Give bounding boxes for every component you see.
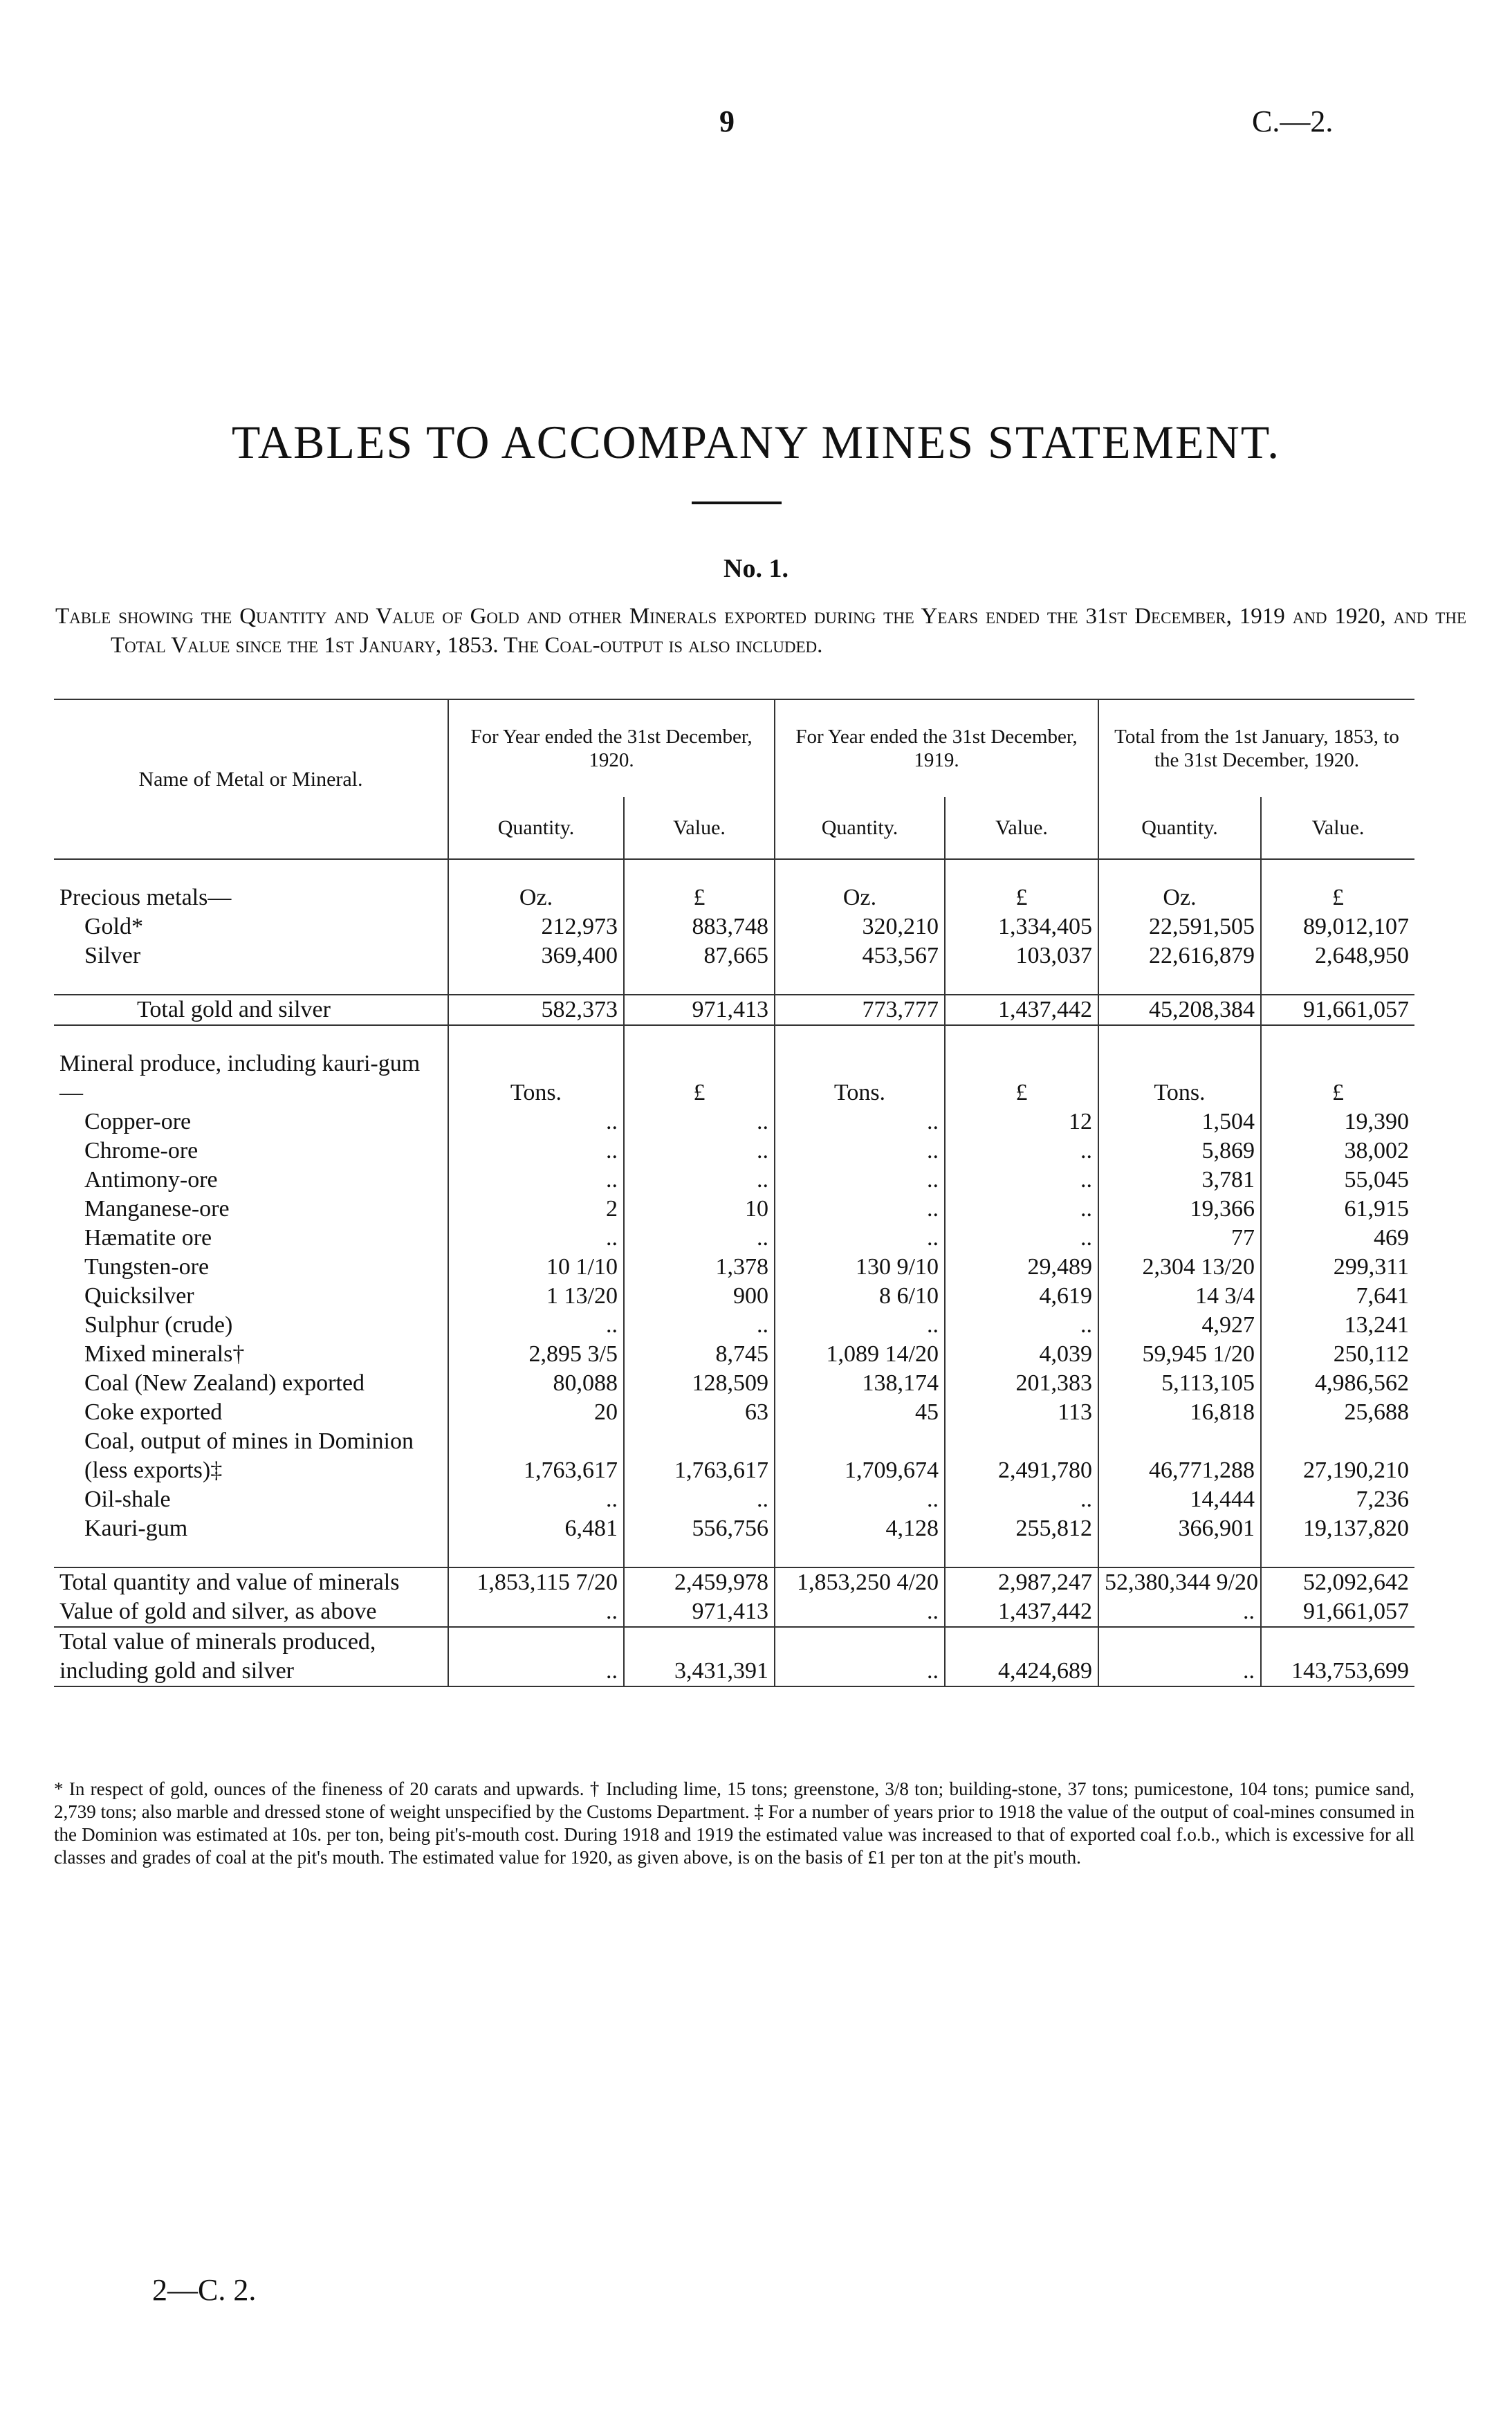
row-label: Kauri-gum <box>84 1516 188 1541</box>
table-cell: Oz. <box>1098 883 1261 912</box>
table-cell: 19,366 <box>1098 1195 1261 1224</box>
spacer-cell <box>448 971 624 995</box>
column-header-quantity: Quantity. <box>775 797 945 859</box>
column-header-value: Value. <box>624 797 775 859</box>
table-cell: 4,927 <box>1098 1311 1261 1340</box>
table-caption: Table showing the Quantity and Value of Gold and other Minerals exported during the Years ended the 31st December, 1919 and 1920, and the Total Value since the 1st January, 1853. The Coal-output is also included. <box>55 604 1466 658</box>
table-row <box>54 1107 1414 1137</box>
table-cell: 582,373 <box>448 995 624 1025</box>
table-cell: 971,413 <box>624 995 775 1025</box>
row-label: Mineral produce, including kauri-gum— <box>59 1051 421 1105</box>
table-cell: 1,763,617 <box>624 1427 775 1485</box>
table-cell: 5,869 <box>1098 1137 1261 1166</box>
table-cell: 20 <box>448 1398 624 1427</box>
spacer-cell <box>1261 971 1414 995</box>
total-row <box>54 1627 1414 1686</box>
spacer-cell <box>775 1025 945 1049</box>
row-label: Mixed minerals† <box>84 1341 245 1367</box>
table-cell: 1,763,617 <box>448 1427 624 1485</box>
table-cell: 1,334,405 <box>945 912 1098 941</box>
table-cell: 38,002 <box>1261 1137 1414 1166</box>
table-row <box>54 941 1414 971</box>
table-cell: .. <box>945 1137 1098 1166</box>
table-cell: 469 <box>1261 1224 1414 1253</box>
row-label: Manganese-ore <box>84 1196 230 1222</box>
table-cell: 138,174 <box>775 1369 945 1398</box>
table-cell: 2,648,950 <box>1261 941 1414 971</box>
table-cell: .. <box>1098 1597 1261 1627</box>
table-cell: .. <box>775 1107 945 1137</box>
table-cell: 128,509 <box>624 1369 775 1398</box>
table-spacer <box>54 971 1414 995</box>
table-cell: £ <box>624 1049 775 1107</box>
minerals-table-container <box>54 699 1414 1687</box>
column-header-value: Value. <box>945 797 1098 859</box>
table-row <box>54 1224 1414 1253</box>
table-cell: 556,756 <box>624 1514 775 1543</box>
table-row <box>54 1137 1414 1166</box>
spacer-cell <box>1098 971 1261 995</box>
table-cell: 212,973 <box>448 912 624 941</box>
table-cell: 63 <box>624 1398 775 1427</box>
table-cell: 113 <box>945 1398 1098 1427</box>
spacer-cell <box>624 859 775 883</box>
table-cell: .. <box>624 1311 775 1340</box>
spacer-cell <box>1261 859 1414 883</box>
table-cell: 366,901 <box>1098 1514 1261 1543</box>
table-cell: 255,812 <box>945 1514 1098 1543</box>
table-cell: Tons. <box>1098 1049 1261 1107</box>
table-cell: .. <box>945 1311 1098 1340</box>
row-label: Total quantity and value of minerals <box>59 1570 400 1595</box>
table-cell: Tons. <box>448 1049 624 1107</box>
table-cell: £ <box>624 883 775 912</box>
section-heading-row <box>54 1049 1414 1107</box>
footnote-text: * In respect of gold, ounces of the fineness of 20 carats and upwards. † Including lime, 15 tons; greenstone, 3/8 ton; building-stone, 37 tons; pumicestone, 104 tons; pumice sand, 2,739 tons; also marble and dressed stone of weight unspecified by the Customs Department. ‡ For a number of years prior to 1918 the value of the output of coal-mines consumed in the Dominion was estimated at 10s. per ton, being pit's-mouth cost. During 1918 and 1919 the estimated value was increased to that of exported coal f.o.b., which is excessive for all classes and grades of coal at the pit's mouth. The estimated value for 1920, as given above, is on the basis of £1 per ton at the pit's mouth. <box>54 1778 1414 1868</box>
table-cell: 52,092,642 <box>1261 1567 1414 1597</box>
table-cell: .. <box>945 1195 1098 1224</box>
table-cell: 7,641 <box>1261 1282 1414 1311</box>
row-label: Oil-shale <box>84 1487 171 1512</box>
table-cell: .. <box>624 1107 775 1137</box>
row-label: Chrome-ore <box>84 1138 199 1163</box>
table-row <box>54 1485 1414 1514</box>
table-cell: 19,390 <box>1261 1107 1414 1137</box>
table-cell: 80,088 <box>448 1369 624 1398</box>
table-cell: 61,915 <box>1261 1195 1414 1224</box>
table-cell: 1 13/20 <box>448 1282 624 1311</box>
table-row <box>54 1253 1414 1282</box>
table-cell: 4,039 <box>945 1340 1098 1369</box>
table-cell: 773,777 <box>775 995 945 1025</box>
spacer-cell <box>1261 1543 1414 1567</box>
row-label: Hæmatite ore <box>84 1225 212 1251</box>
table-cell: 4,986,562 <box>1261 1369 1414 1398</box>
spacer-cell <box>448 859 624 883</box>
spacer-cell <box>945 859 1098 883</box>
spacer-cell <box>624 1543 775 1567</box>
table-row <box>54 1282 1414 1311</box>
table-cell: .. <box>775 1485 945 1514</box>
table-cell: .. <box>624 1224 775 1253</box>
table-cell: 971,413 <box>624 1597 775 1627</box>
column-group-1920: For Year ended the 31st December, 1920. <box>448 699 775 797</box>
table-cell: 4,424,689 <box>945 1627 1098 1686</box>
table-cell: 46,771,288 <box>1098 1427 1261 1485</box>
table-cell: .. <box>945 1485 1098 1514</box>
table-cell: 900 <box>624 1282 775 1311</box>
table-spacer <box>54 1543 1414 1567</box>
table-cell: 8 6/10 <box>775 1282 945 1311</box>
table-cell: 1,437,442 <box>945 995 1098 1025</box>
table-cell: .. <box>448 1597 624 1627</box>
table-cell: 3,431,391 <box>624 1627 775 1686</box>
table-cell: 2 <box>448 1195 624 1224</box>
section-heading-row <box>54 883 1414 912</box>
page-title: TABLES TO ACCOMPANY MINES STATEMENT. <box>231 416 1281 468</box>
table-cell: 87,665 <box>624 941 775 971</box>
table-cell: .. <box>624 1166 775 1195</box>
column-header-value: Value. <box>1261 797 1414 859</box>
spacer-cell <box>775 1543 945 1567</box>
row-label: Antimony-ore <box>84 1167 218 1193</box>
total-row <box>54 1567 1414 1597</box>
row-label: Coal, output of mines in Dominion (less exports)‡ <box>84 1428 414 1483</box>
table-cell: .. <box>448 1107 624 1137</box>
table-cell: 1,853,250 4/20 <box>775 1567 945 1597</box>
table-row <box>54 1195 1414 1224</box>
table-cell: 29,489 <box>945 1253 1098 1282</box>
spacer-cell <box>448 1025 624 1049</box>
table-cell: .. <box>448 1627 624 1686</box>
column-header-quantity: Quantity. <box>448 797 624 859</box>
spacer-cell <box>1098 859 1261 883</box>
spacer-cell <box>945 971 1098 995</box>
column-group-total: Total from the 1st January, 1853, to the 31st December, 1920. <box>1098 699 1414 797</box>
table-cell: 299,311 <box>1261 1253 1414 1282</box>
table-cell: 453,567 <box>775 941 945 971</box>
column-header-quantity: Quantity. <box>1098 797 1261 859</box>
table-cell: 91,661,057 <box>1261 995 1414 1025</box>
table-cell: .. <box>775 1311 945 1340</box>
table-cell: 369,400 <box>448 941 624 971</box>
table-cell: 19,137,820 <box>1261 1514 1414 1543</box>
row-label: Precious metals— <box>59 885 232 910</box>
total-row <box>54 1597 1414 1627</box>
table-cell: 2,987,247 <box>945 1567 1098 1597</box>
column-group-1919: For Year ended the 31st December, 1919. <box>775 699 1098 797</box>
table-cell: .. <box>775 1627 945 1686</box>
spacer-cell <box>54 859 448 883</box>
table-cell: 4,128 <box>775 1514 945 1543</box>
table-cell: 1,709,674 <box>775 1427 945 1485</box>
total-row <box>54 995 1414 1025</box>
table-cell: 10 <box>624 1195 775 1224</box>
table-spacer <box>54 1025 1414 1049</box>
page-number: 9 <box>719 104 735 138</box>
table-cell: .. <box>775 1597 945 1627</box>
table-row <box>54 1427 1414 1485</box>
column-header-name: Name of Metal or Mineral. <box>138 767 363 791</box>
bottom-reference: 2—C. 2. <box>152 2273 257 2307</box>
table-cell: .. <box>624 1485 775 1514</box>
spacer-cell <box>775 859 945 883</box>
table-cell: 52,380,344 9/20 <box>1098 1567 1261 1597</box>
table-cell: 45 <box>775 1398 945 1427</box>
row-label: Silver <box>84 943 141 968</box>
spacer-cell <box>1098 1543 1261 1567</box>
title-rule <box>692 502 782 504</box>
table-cell: 91,661,057 <box>1261 1597 1414 1627</box>
table-cell: 201,383 <box>945 1369 1098 1398</box>
table-cell: 59,945 1/20 <box>1098 1340 1261 1369</box>
spacer-cell <box>448 1543 624 1567</box>
table-cell: 883,748 <box>624 912 775 941</box>
document-reference: C.—2. <box>1252 104 1334 138</box>
table-cell: .. <box>1098 1627 1261 1686</box>
table-cell: 14,444 <box>1098 1485 1261 1514</box>
table-cell: 130 9/10 <box>775 1253 945 1282</box>
row-label: Value of gold and silver, as above <box>59 1599 377 1624</box>
table-cell: 77 <box>1098 1224 1261 1253</box>
table-row <box>54 1311 1414 1340</box>
table-cell: Oz. <box>775 883 945 912</box>
table-cell: £ <box>1261 883 1414 912</box>
table-cell: 22,591,505 <box>1098 912 1261 941</box>
spacer-cell <box>624 1025 775 1049</box>
table-cell: 2,459,978 <box>624 1567 775 1597</box>
table-cell: 5,113,105 <box>1098 1369 1261 1398</box>
table-row <box>54 1514 1414 1543</box>
table-row <box>54 912 1414 941</box>
table-cell: 320,210 <box>775 912 945 941</box>
spacer-cell <box>775 971 945 995</box>
table-cell: .. <box>775 1166 945 1195</box>
table-cell: .. <box>775 1195 945 1224</box>
row-label: Coke exported <box>84 1399 223 1425</box>
table-row <box>54 1369 1414 1398</box>
row-label: Coal (New Zealand) exported <box>84 1370 365 1396</box>
table-cell: 1,437,442 <box>945 1597 1098 1627</box>
table-cell: 2,895 3/5 <box>448 1340 624 1369</box>
table-cell: 3,781 <box>1098 1166 1261 1195</box>
table-cell: 6,481 <box>448 1514 624 1543</box>
row-label: Gold* <box>84 914 143 939</box>
table-cell: 2,491,780 <box>945 1427 1098 1485</box>
table-cell: 2,304 13/20 <box>1098 1253 1261 1282</box>
row-label: Copper-ore <box>84 1109 192 1134</box>
row-label: Sulphur (crude) <box>84 1312 233 1338</box>
table-cell: £ <box>945 883 1098 912</box>
row-label: Tungsten-ore <box>84 1254 210 1280</box>
table-cell: 103,037 <box>945 941 1098 971</box>
spacer-cell <box>1098 1025 1261 1049</box>
spacer-cell <box>54 971 448 995</box>
table-cell: .. <box>624 1137 775 1166</box>
row-label: Total gold and silver <box>54 995 448 1025</box>
table-cell: 10 1/10 <box>448 1253 624 1282</box>
table-cell: .. <box>945 1224 1098 1253</box>
table-cell: 250,112 <box>1261 1340 1414 1369</box>
table-cell: .. <box>448 1311 624 1340</box>
spacer-cell <box>1261 1025 1414 1049</box>
minerals-table <box>54 699 1414 1687</box>
row-label: Total value of minerals produced, including gold and silver <box>54 1627 448 1686</box>
table-cell: 14 3/4 <box>1098 1282 1261 1311</box>
table-cell: .. <box>448 1224 624 1253</box>
table-cell: 7,236 <box>1261 1485 1414 1514</box>
table-spacer <box>54 859 1414 883</box>
table-cell: 12 <box>945 1107 1098 1137</box>
spacer-cell <box>945 1543 1098 1567</box>
table-cell: 89,012,107 <box>1261 912 1414 941</box>
table-cell: .. <box>775 1137 945 1166</box>
table-body <box>54 859 1414 1686</box>
table-cell: .. <box>945 1166 1098 1195</box>
table-cell: 1,853,115 7/20 <box>448 1567 624 1597</box>
footnotes <box>54 1778 1414 1869</box>
table-cell: 8,745 <box>624 1340 775 1369</box>
spacer-cell <box>945 1025 1098 1049</box>
table-cell: Tons. <box>775 1049 945 1107</box>
spacer-cell <box>54 1543 448 1567</box>
table-cell: 16,818 <box>1098 1398 1261 1427</box>
table-cell: 25,688 <box>1261 1398 1414 1427</box>
table-cell: 27,190,210 <box>1261 1427 1414 1485</box>
table-cell: .. <box>448 1166 624 1195</box>
table-cell: 22,616,879 <box>1098 941 1261 971</box>
table-cell: 1,089 14/20 <box>775 1340 945 1369</box>
table-cell: £ <box>945 1049 1098 1107</box>
table-cell: .. <box>448 1485 624 1514</box>
table-row <box>54 1166 1414 1195</box>
table-number: No. 1. <box>723 554 789 583</box>
table-cell: 143,753,699 <box>1261 1627 1414 1686</box>
table-row <box>54 1398 1414 1427</box>
table-cell: .. <box>775 1224 945 1253</box>
table-row <box>54 1340 1414 1369</box>
table-cell: 45,208,384 <box>1098 995 1261 1025</box>
row-label: Quicksilver <box>84 1283 194 1309</box>
table-cell: 55,045 <box>1261 1166 1414 1195</box>
table-cell: Oz. <box>448 883 624 912</box>
table-cell: 4,619 <box>945 1282 1098 1311</box>
table-cell: 13,241 <box>1261 1311 1414 1340</box>
table-cell: .. <box>448 1137 624 1166</box>
spacer-cell <box>54 1025 448 1049</box>
spacer-cell <box>624 971 775 995</box>
table-cell: 1,504 <box>1098 1107 1261 1137</box>
table-cell: £ <box>1261 1049 1414 1107</box>
table-cell: 1,378 <box>624 1253 775 1282</box>
